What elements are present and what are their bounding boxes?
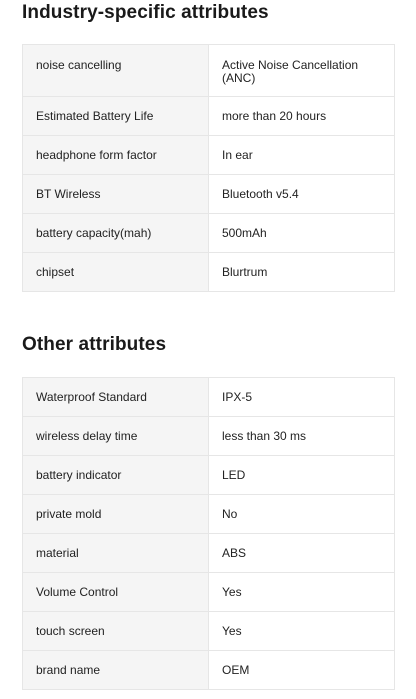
table-row [23, 378, 395, 417]
attribute-value: No [209, 495, 395, 534]
attribute-name: battery indicator [23, 456, 209, 495]
attribute-name: Volume Control [23, 573, 209, 612]
attribute-name: headphone form factor [23, 136, 209, 175]
attribute-name: brand name [23, 651, 209, 690]
attribute-value: ABS [209, 534, 395, 573]
attribute-name: wireless delay time [23, 417, 209, 456]
attribute-name: Waterproof Standard [23, 378, 209, 417]
attribute-value: In ear [209, 136, 395, 175]
section-title-industry-attributes: Industry-specific attributes [22, 2, 269, 23]
attribute-value: Yes [209, 612, 395, 651]
table-row [23, 573, 395, 612]
table-row [23, 534, 395, 573]
attribute-value: IPX-5 [209, 378, 395, 417]
table-row [23, 175, 395, 214]
attribute-name: private mold [23, 495, 209, 534]
table-row [23, 456, 395, 495]
attribute-value: more than 20 hours [209, 97, 395, 136]
attribute-value: Blurtrum [209, 253, 395, 292]
attribute-name: touch screen [23, 612, 209, 651]
attribute-value: Yes [209, 573, 395, 612]
attribute-value: LED [209, 456, 395, 495]
table-row [23, 651, 395, 690]
other-attributes-table [22, 377, 395, 690]
attribute-value: less than 30 ms [209, 417, 395, 456]
attribute-value: Bluetooth v5.4 [209, 175, 395, 214]
attribute-name: material [23, 534, 209, 573]
section-title-other-attributes: Other attributes [22, 334, 167, 355]
attribute-value: 500mAh [209, 214, 395, 253]
table-row [23, 136, 395, 175]
attribute-name: battery capacity(mah) [23, 214, 209, 253]
table-row [23, 612, 395, 651]
attribute-name: Estimated Battery Life [23, 97, 209, 136]
attribute-name: BT Wireless [23, 175, 209, 214]
table-row [23, 214, 395, 253]
attribute-name: chipset [23, 253, 209, 292]
table-row [23, 253, 395, 292]
attribute-name: noise cancelling [23, 45, 209, 97]
attribute-value: Active Noise Cancellation (ANC) [209, 45, 395, 97]
table-row [23, 417, 395, 456]
industry-attributes-table [22, 44, 395, 292]
table-row [23, 97, 395, 136]
table-row [23, 45, 395, 97]
table-row [23, 495, 395, 534]
attribute-value: OEM [209, 651, 395, 690]
